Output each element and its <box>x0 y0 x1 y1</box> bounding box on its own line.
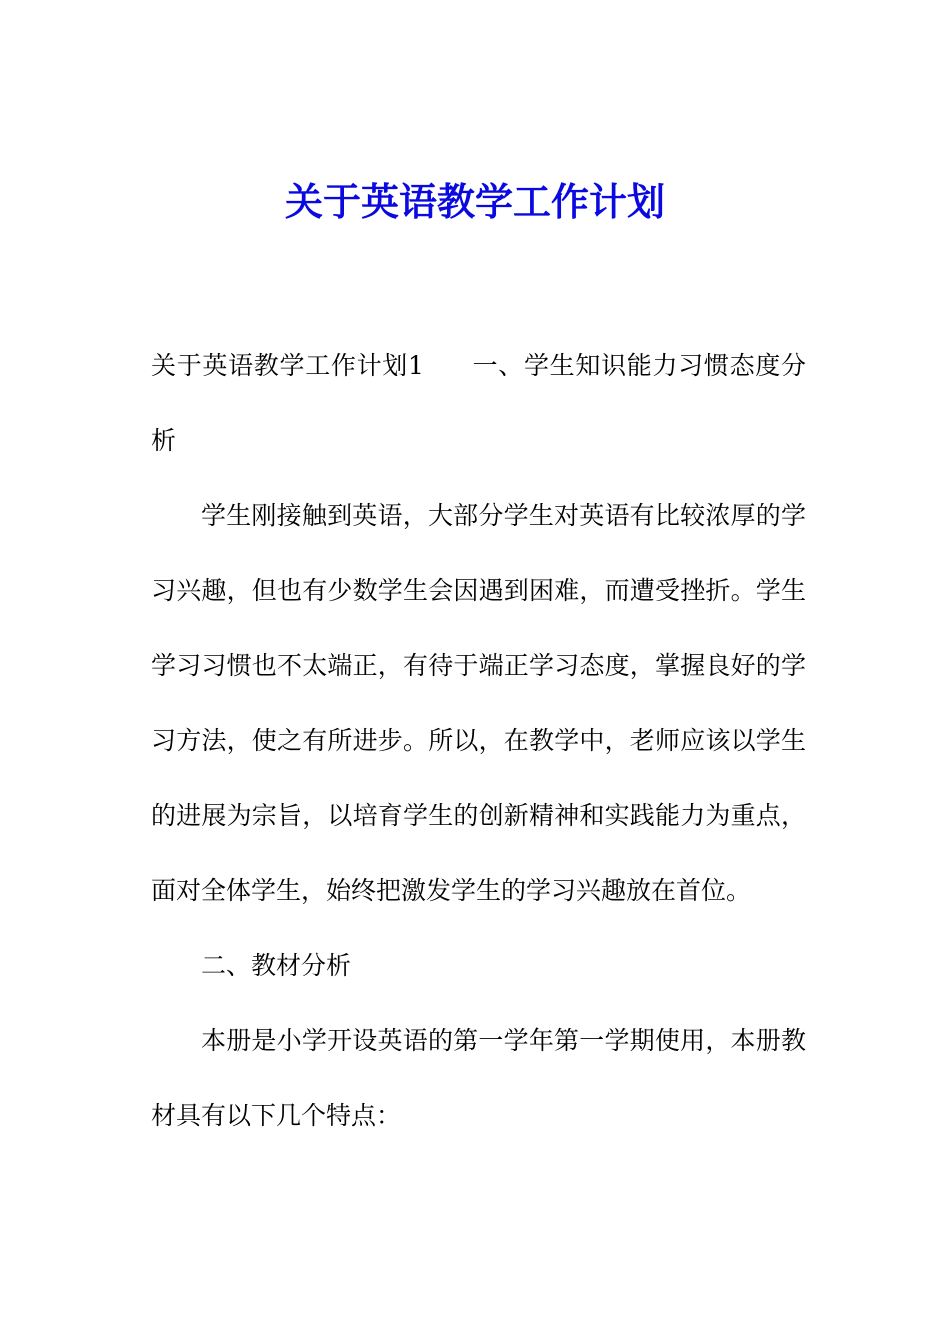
paragraph-2: 本册是小学开设英语的第一学年第一学期使用，本册教材具有以下几个特点： <box>151 1026 806 1130</box>
document-body <box>151 328 806 1153</box>
section1-heading: 一、学生知识能力习惯态度分析 <box>151 351 806 455</box>
lead-label: 关于英语教学工作计划1 <box>151 351 424 380</box>
paragraph-1: 学生刚接触到英语，大部分学生对英语有比较浓厚的学习兴趣，但也有少数学生会因遇到困难，而遭受挫折。学生学习习惯也不太端正，有待于端正学习态度，掌握良好的学习方法，使之有所进步。所以，在教学中，老师应该以学生的进展为宗旨，以培育学生的创新精神和实践能力为重点，面对全体学生，始终把激发学生的学习兴趣放在首位。 <box>151 501 806 905</box>
document-title: 关于英语教学工作计划 <box>284 179 665 224</box>
section2-heading: 二、教材分析 <box>201 951 352 980</box>
intro-line <box>151 328 806 478</box>
